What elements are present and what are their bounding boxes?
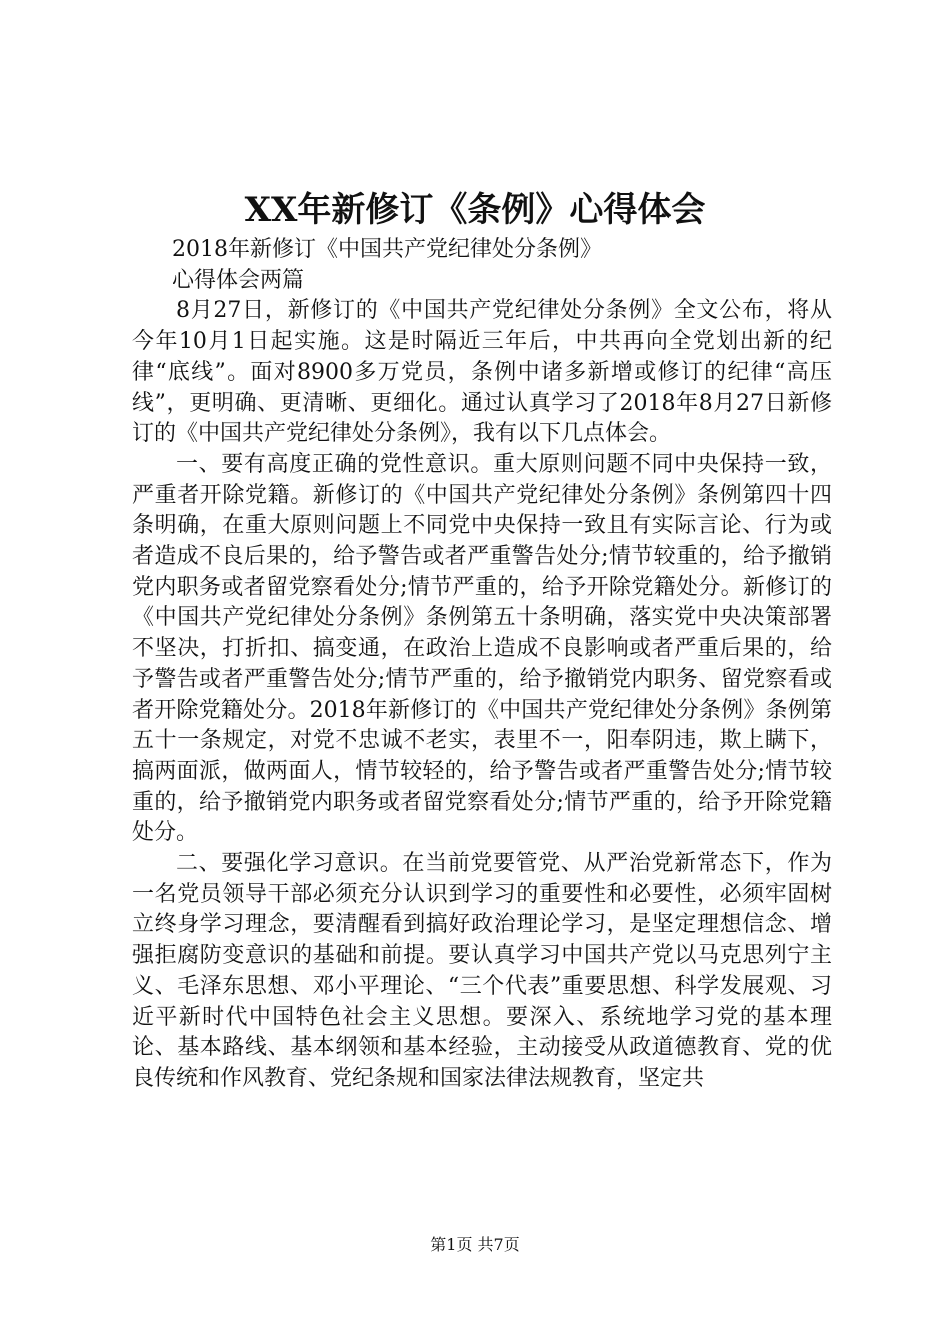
document-title: XX年新修订《条例》心得体会 — [244, 190, 706, 230]
subtitle-line-1: 2018年新修订《中国共产党纪律处分条例》 — [172, 237, 602, 262]
document-body — [132, 235, 832, 1095]
paragraph-intro: 8月27日，新修订的《中国共产党纪律处分条例》全文公布，将从今年10月1日起实施。这是时隔近三年后，中共再向全党划出新的纪律“底线”。面对8900多万党员，条例中诸多新增或修订的纪律“高压线”，更明确、更清晰、更细化。通过认真学习了2018年8月27日新修订的《中国共产党纪律处分条例》，我有以下几点体会。 — [132, 298, 832, 447]
paragraph-point-two: 二、要强化学习意识。在当前党要管党、从严治党新常态下，作为一名党员领导干部必须充分认识到学习的重要性和必要性，必须牢固树立终身学习理念，要清醒看到搞好政治理论学习，是坚定理想信念、增强拒腐防变意识的基础和前提。要认真学习中国共产党以马克思列宁主义、毛泽东思想、邓小平理论、“三个代表”重要思想、科学发展观、习近平新时代中国特色社会主义思想。要深入、系统地学习党的基本理论、基本路线、基本纲领和基本经验，主动接受从政道德教育、党的优良传统和作风教育、党纪条规和国家法律法规教育，坚定共 — [132, 851, 832, 1091]
subtitle-line-2: 心得体会两篇 — [172, 267, 305, 293]
paragraph-point-one: 一、要有高度正确的党性意识。重大原则问题不同中央保持一致，严重者开除党籍。新修订的《中国共产党纪律处分条例》条例第四十四条明确，在重大原则问题上不同党中央保持一致且有实际言论、行为或者造成不良后果的，给予警告或者严重警告处分;情节较重的，给予撤销党内职务或者留党察看处分;情节严重的，给予开除党籍处分。新修订的《中国共产党纪律处分条例》条例第五十条明确，落实党中央决策部署不坚决，打折扣、搞变通，在政治上造成不良影响或者严重后果的，给予警告或者严重警告处分;情节严重的，给予撤销党内职务、留党察看或者开除党籍处分。2018年新修订的《中国共产党纪律处分条例》条例第五十一条规定，对党不忠诚不老实，表里不一，阳奉阴违，欺上瞒下，搞两面派，做两面人，情节较轻的，给予警告或者严重警告处分;情节较重的，给予撤销党内职务或者留党察看处分;情节严重的，给予开除党籍处分。 — [132, 451, 832, 846]
page-footer: 第1页 共7页 — [430, 1235, 520, 1254]
